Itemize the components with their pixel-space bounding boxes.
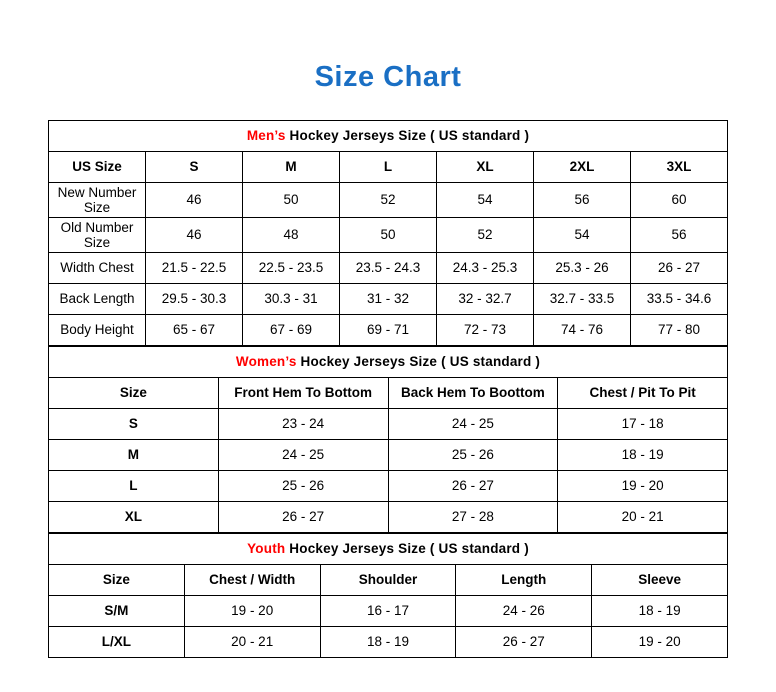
mens-row-0-val-0: 46 [146,182,243,217]
mens-col-0: US Size [49,151,146,182]
mens-row-4-val-3: 72 - 73 [437,314,534,345]
mens-col-2: M [243,151,340,182]
womens-header-rest: Hockey Jerseys Size ( US standard ) [296,354,541,370]
mens-row-2-val-0: 21.5 - 22.5 [146,252,243,283]
mens-row-4-val-4: 74 - 76 [534,314,631,345]
mens-col-1: S [146,151,243,182]
mens-header-rest: Hockey Jerseys Size ( US standard ) [285,128,530,144]
youth-col-3: Length [456,564,592,595]
youth-row-1-val-0: 20 - 21 [184,626,320,657]
womens-row-3-val-2: 20 - 21 [558,501,728,532]
mens-row-4-label: Body Height [49,314,146,345]
youth-row-0-val-1: 16 - 17 [320,595,456,626]
mens-col-5: 2XL [534,151,631,182]
mens-row-1-val-1: 48 [243,217,340,252]
womens-col-0: Size [49,377,219,408]
table-row [49,470,728,501]
mens-row-3-val-1: 30.3 - 31 [243,283,340,314]
table-row [49,217,728,252]
womens-row-0-label: S [49,408,219,439]
youth-section-header [49,533,728,564]
mens-header-accent: Men’s [246,128,286,144]
table-row [49,626,728,657]
mens-row-0-val-3: 54 [437,182,534,217]
womens-row-2-val-2: 19 - 20 [558,470,728,501]
womens-section-header [49,346,728,377]
womens-row-1-val-0: 24 - 25 [218,439,388,470]
mens-row-1-val-4: 54 [534,217,631,252]
mens-row-0-label: New Number Size [49,182,146,217]
youth-row-1-val-2: 26 - 27 [456,626,592,657]
womens-col-2: Back Hem To Boottom [388,377,558,408]
mens-row-4-val-1: 67 - 69 [243,314,340,345]
youth-row-0-val-2: 24 - 26 [456,595,592,626]
womens-col-3: Chest / Pit To Pit [558,377,728,408]
womens-row-3-val-0: 26 - 27 [218,501,388,532]
mens-row-0-val-4: 56 [534,182,631,217]
womens-row-2-val-1: 26 - 27 [388,470,558,501]
page-title: Size Chart [314,61,462,93]
mens-col-6: 3XL [631,151,728,182]
mens-size-table [48,120,728,346]
womens-row-0-val-1: 24 - 25 [388,408,558,439]
table-row [49,151,728,182]
mens-section-header [49,120,728,151]
womens-header-accent: Women’s [235,354,297,370]
table-row [49,314,728,345]
youth-size-table [48,533,728,658]
table-row [49,252,728,283]
mens-row-3-val-4: 32.7 - 33.5 [534,283,631,314]
mens-col-4: XL [437,151,534,182]
mens-row-3-val-3: 32 - 32.7 [437,283,534,314]
youth-row-0-val-0: 19 - 20 [184,595,320,626]
youth-row-0-label: S/M [49,595,185,626]
table-row [49,564,728,595]
table-row [49,377,728,408]
mens-row-3-val-2: 31 - 32 [340,283,437,314]
youth-col-0: Size [49,564,185,595]
mens-row-1-val-2: 50 [340,217,437,252]
mens-row-3-label: Back Length [49,283,146,314]
mens-row-2-val-1: 22.5 - 23.5 [243,252,340,283]
mens-row-3-val-5: 33.5 - 34.6 [631,283,728,314]
table-row [49,595,728,626]
youth-col-1: Chest / Width [184,564,320,595]
mens-row-0-val-5: 60 [631,182,728,217]
womens-row-2-label: L [49,470,219,501]
table-row [49,408,728,439]
youth-header-rest: Hockey Jerseys Size ( US standard ) [285,541,529,557]
mens-row-1-label: Old Number Size [49,217,146,252]
table-row [49,283,728,314]
womens-row-3-label: XL [49,501,219,532]
mens-row-0-val-1: 50 [243,182,340,217]
womens-row-2-val-0: 25 - 26 [218,470,388,501]
youth-col-2: Shoulder [320,564,456,595]
womens-row-1-val-2: 18 - 19 [558,439,728,470]
tables-container [48,94,728,658]
mens-col-3: L [340,151,437,182]
mens-row-2-label: Width Chest [49,252,146,283]
womens-row-0-val-2: 17 - 18 [558,408,728,439]
mens-row-1-val-3: 52 [437,217,534,252]
mens-row-4-val-5: 77 - 80 [631,314,728,345]
mens-row-3-val-0: 29.5 - 30.3 [146,283,243,314]
mens-row-4-val-2: 69 - 71 [340,314,437,345]
womens-row-1-val-1: 25 - 26 [388,439,558,470]
table-row [49,182,728,217]
youth-header-accent: Youth [247,541,286,557]
mens-row-2-val-5: 26 - 27 [631,252,728,283]
youth-row-0-val-3: 18 - 19 [592,595,728,626]
mens-row-1-val-5: 56 [631,217,728,252]
table-row [49,439,728,470]
table-row [49,120,728,151]
womens-col-1: Front Hem To Bottom [218,377,388,408]
womens-row-1-label: M [49,439,219,470]
youth-row-1-label: L/XL [49,626,185,657]
womens-row-3-val-1: 27 - 28 [388,501,558,532]
mens-row-2-val-3: 24.3 - 25.3 [437,252,534,283]
mens-row-4-val-0: 65 - 67 [146,314,243,345]
mens-row-2-val-4: 25.3 - 26 [534,252,631,283]
mens-row-2-val-2: 23.5 - 24.3 [340,252,437,283]
youth-row-1-val-3: 19 - 20 [592,626,728,657]
womens-row-0-val-0: 23 - 24 [218,408,388,439]
mens-row-0-val-2: 52 [340,182,437,217]
table-row [49,346,728,377]
mens-row-1-val-0: 46 [146,217,243,252]
table-row [49,501,728,532]
womens-size-table [48,346,728,533]
youth-row-1-val-1: 18 - 19 [320,626,456,657]
youth-col-4: Sleeve [592,564,728,595]
table-row [49,533,728,564]
